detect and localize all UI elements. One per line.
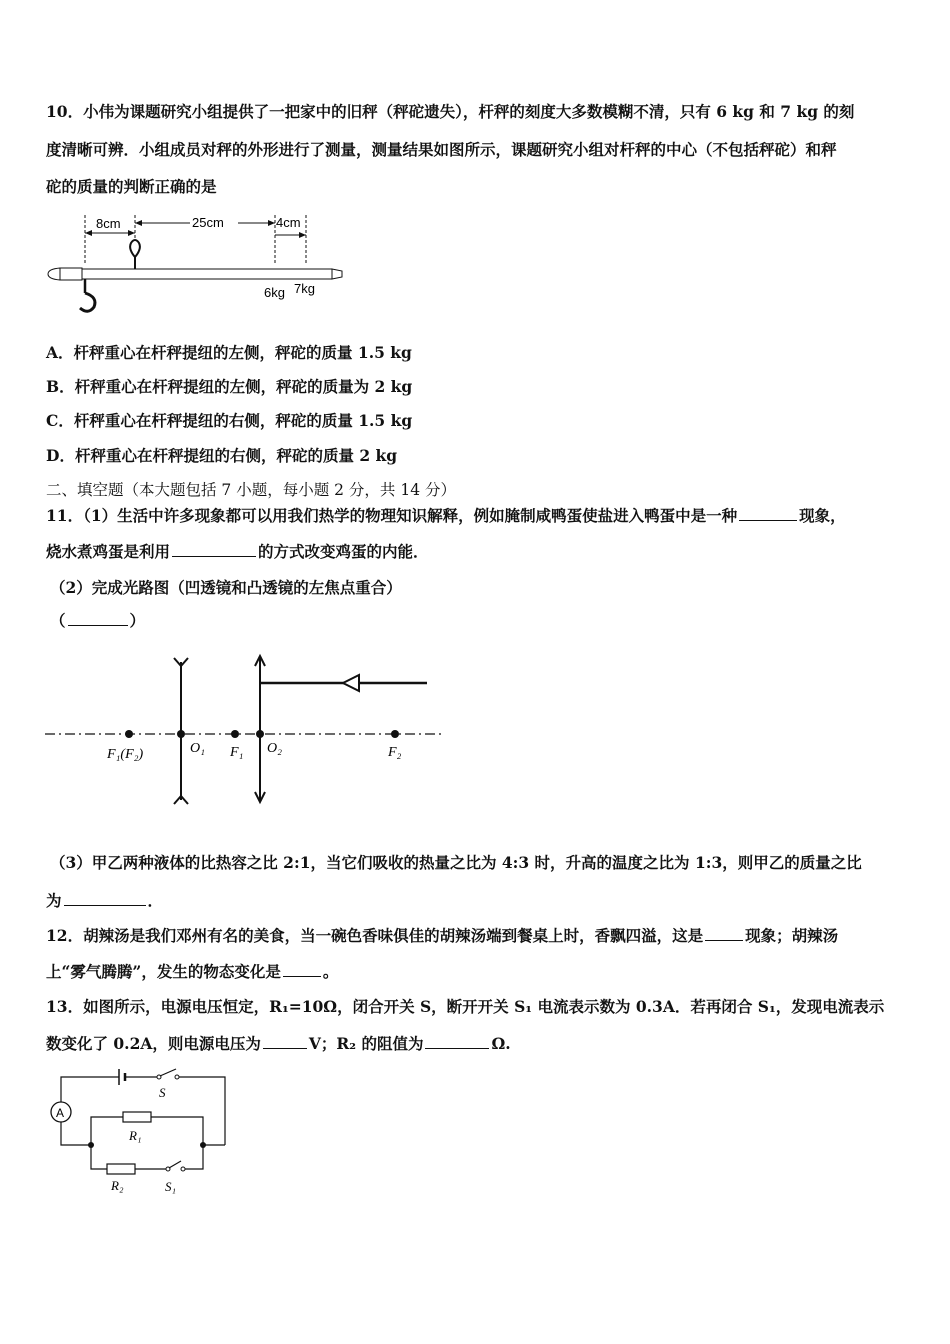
q11-p3-text-b: 为	[46, 891, 62, 910]
mark-7kg: 7kg	[294, 281, 315, 296]
switch-s1-label: S₁	[165, 1179, 177, 1194]
label-f2: F₂	[388, 745, 402, 760]
q10-line-3: 砣的质量的判断正确的是	[46, 177, 217, 196]
q11-p1-text-c: 烧水煮鸡蛋是利用	[46, 542, 171, 561]
q11-blank-3[interactable]	[68, 611, 128, 626]
q11-part2-text: （2）完成光路图（凹透镜和凸透镜的左焦点重合）	[50, 578, 402, 597]
q12-text-c: 上“雾气腾腾”，发生的物态变化是	[46, 962, 281, 981]
q11-part1-line1	[46, 506, 906, 526]
ammeter-label: A	[56, 1106, 65, 1120]
switch-s-label: S	[159, 1085, 166, 1100]
q12-text-a: 12．胡辣汤是我们邓州有名的美食，当一碗色香味俱佳的胡辣汤端到餐桌上时，香飘四溢，这是	[46, 926, 704, 945]
dim-4cm: 4cm	[276, 215, 301, 230]
q11-paren-open: （	[50, 611, 66, 630]
q12-blank-1[interactable]	[705, 926, 743, 941]
label-o2: O₂	[267, 741, 282, 756]
q13-blank-2[interactable]	[425, 1034, 489, 1049]
steelyard-figure	[40, 205, 360, 320]
q12-text-d: 。	[322, 962, 339, 981]
q13-blank-1[interactable]	[263, 1034, 307, 1049]
q10-option-a: A．杆秤重心在杆秤提纽的左侧，秤砣的质量 1.5 kg	[46, 343, 412, 362]
q12-text-b: 现象；胡辣汤	[745, 926, 839, 945]
q11-part1-line2	[46, 542, 906, 562]
dim-25cm: 25cm	[192, 215, 224, 230]
q11-blank-2[interactable]	[172, 542, 256, 557]
q13-text-c: V；R₂ 的阻值为	[308, 1034, 424, 1053]
q10-line-1: 10．小伟为课题研究小组提供了一把家中的旧秤（秤砣遗失），杆秤的刻度大多数模糊不清，只有 6 kg 和 7 kg 的刻	[46, 102, 855, 121]
dim-8cm: 8cm	[96, 216, 121, 231]
label-o1: O₁	[190, 741, 205, 756]
q11-part2-answer	[50, 611, 910, 631]
q10-option-b: B．杆秤重心在杆秤提纽的左侧，秤砣的质量为 2 kg	[46, 377, 413, 396]
q13-line1: 13．如图所示，电源电压恒定，R₁=10Ω，闭合开关 S，断开开关 S₁ 电流表示数为 0.3A．若再闭合 S₁，发现电流表示	[46, 997, 885, 1016]
r1-label: R₁	[129, 1128, 142, 1143]
q11-p1-text-a: 11．（1）生活中许多现象都可以用我们热学的物理知识解释，例如腌制咸鸭蛋使盐进入鸭蛋中是一种	[46, 506, 738, 525]
q10-option-d: D．杆秤重心在杆秤提纽的右侧，秤砣的质量 2 kg	[46, 446, 398, 465]
q12-line2	[46, 962, 906, 982]
q11-blank-1[interactable]	[739, 506, 797, 521]
q11-part3-line1: （3）甲乙两种液体的比热容之比 2:1，当它们吸收的热量之比为 4:3 时，升高的温度之比为 1:3，则甲乙的质量之比	[50, 853, 862, 872]
mark-6kg: 6kg	[264, 285, 285, 300]
q12-blank-2[interactable]	[283, 962, 321, 977]
q11-paren-close: ）	[129, 611, 146, 630]
q11-p3-text-c: ．	[147, 891, 164, 910]
q13-text-b: 数变化了 0.2A，则电源电压为	[46, 1034, 261, 1053]
q10-line-2: 度清晰可辨．小组成员对秤的外形进行了测量，测量结果如图所示，课题研究小组对杆秤的中心（不包括秤砣）和秤	[46, 140, 837, 159]
circuit-diagram	[45, 1065, 235, 1200]
q11-p1-text-b: 现象，	[799, 506, 846, 525]
section-2-heading: 二、填空题（本大题包括 7 小题，每小题 2 分，共 14 分）	[46, 481, 457, 499]
label-f1: F₁	[230, 745, 244, 760]
q13-text-d: Ω.	[491, 1034, 511, 1053]
q12-line1	[46, 926, 906, 946]
q11-blank-4[interactable]	[64, 891, 146, 906]
label-f1f2: F₁(F₂)	[107, 747, 144, 762]
q11-p1-text-d: 的方式改变鸡蛋的内能．	[258, 542, 429, 561]
q11-part3-line2	[46, 891, 906, 911]
q10-option-c: C．杆秤重心在杆秤提纽的右侧，秤砣的质量 1.5 kg	[46, 411, 413, 430]
r2-label: R₂	[111, 1178, 124, 1193]
q13-line2	[46, 1034, 906, 1054]
lens-diagram	[45, 652, 445, 807]
